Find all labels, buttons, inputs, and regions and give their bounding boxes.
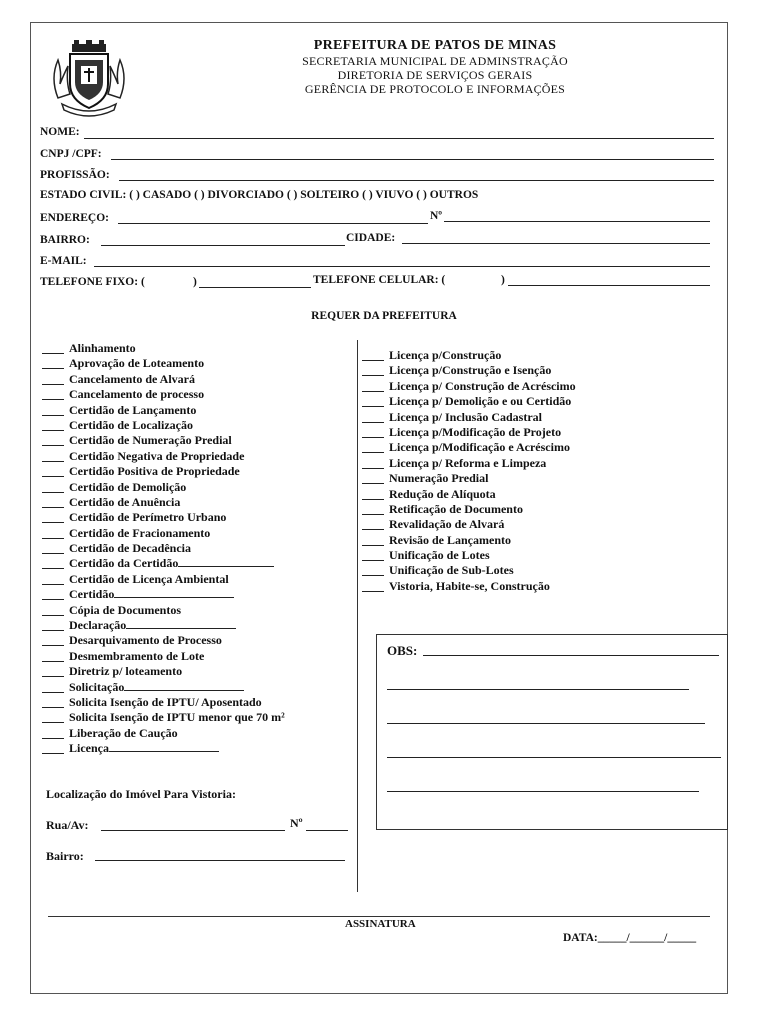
- right-request-item[interactable]: [362, 456, 576, 471]
- checkbox-blank[interactable]: [362, 468, 384, 469]
- checkbox-blank[interactable]: [42, 538, 64, 539]
- right-request-item[interactable]: [362, 394, 576, 409]
- checkbox-blank[interactable]: [362, 499, 384, 500]
- left-request-item[interactable]: [42, 541, 285, 556]
- telefone-celular-label: TELEFONE CELULAR: (: [313, 274, 446, 286]
- date-field[interactable]: DATA:_____/______/_____: [563, 932, 697, 944]
- left-request-item-label: Certidão de Numeração Predial: [69, 433, 232, 448]
- header-line-3: GERÊNCIA DE PROTOCOLO E INFORMAÇÕES: [304, 82, 566, 96]
- left-request-item[interactable]: [42, 372, 285, 387]
- left-request-item-label: Certidão de Lançamento: [69, 402, 197, 417]
- location-bairro-label: Bairro:: [46, 849, 84, 863]
- location-bairro-field[interactable]: [95, 860, 345, 861]
- right-request-item-label: Licença p/ Construção de Acréscimo: [389, 378, 576, 393]
- header: [260, 38, 610, 96]
- right-request-item-label: Licença p/Modificação de Projeto: [389, 424, 562, 439]
- checkbox-blank[interactable]: [42, 430, 64, 431]
- checkbox-blank[interactable]: [42, 692, 64, 693]
- fill-in-line[interactable]: [126, 618, 236, 629]
- right-request-item[interactable]: [362, 548, 576, 563]
- fill-in-line[interactable]: [178, 556, 274, 567]
- right-request-item-label: Unificação de Sub-Lotes: [389, 563, 514, 578]
- left-request-item[interactable]: [42, 387, 285, 402]
- left-request-item[interactable]: [42, 480, 285, 495]
- checkbox-blank[interactable]: [362, 437, 384, 438]
- section-title: REQUER DA PREFEITURA: [311, 310, 457, 322]
- left-request-item[interactable]: [42, 433, 285, 448]
- left-request-item[interactable]: [42, 418, 285, 433]
- right-request-item-label: Licença p/Modificação e Acréscimo: [389, 440, 570, 455]
- signature-line[interactable]: [48, 916, 710, 917]
- left-request-item-label: Liberação de Caução: [69, 725, 178, 740]
- obs-line-3[interactable]: [387, 723, 705, 724]
- right-request-item-label: Unificação de Lotes: [389, 548, 490, 563]
- left-request-item-label: Solicita Isenção de IPTU/ Aposentado: [69, 694, 262, 709]
- checkbox-blank[interactable]: [362, 560, 384, 561]
- header-line-2: DIRETORIA DE SERVIÇOS GERAIS: [337, 68, 533, 82]
- left-request-item-label: Certidão de Fracionamento: [69, 525, 211, 540]
- left-request-item-label: Certidão da Certidão: [69, 556, 179, 571]
- checkbox-blank[interactable]: [42, 707, 64, 708]
- checkbox-blank[interactable]: [42, 553, 64, 554]
- left-request-item[interactable]: [42, 741, 285, 756]
- numero-field[interactable]: [444, 221, 710, 222]
- checkbox-blank[interactable]: [42, 415, 64, 416]
- left-request-item[interactable]: [42, 449, 285, 464]
- fill-in-line[interactable]: [114, 587, 234, 598]
- left-request-item-label: Desmembramento de Lote: [69, 648, 205, 663]
- left-request-item[interactable]: [42, 695, 285, 710]
- bairro-label: BAIRRO:: [40, 234, 90, 246]
- checkbox-blank[interactable]: [42, 507, 64, 508]
- profissao-field[interactable]: [119, 180, 714, 181]
- left-request-item-label: Desarquivamento de Processo: [69, 633, 222, 648]
- location-rua-field[interactable]: [101, 830, 285, 831]
- checkbox-blank[interactable]: [42, 753, 64, 754]
- right-request-item-label: Licença p/ Inclusão Cadastral: [389, 409, 543, 424]
- endereco-field[interactable]: [118, 223, 428, 224]
- checkbox-blank[interactable]: [362, 483, 384, 484]
- cidade-field[interactable]: [402, 243, 710, 244]
- left-request-item[interactable]: [42, 726, 285, 741]
- checkbox-blank[interactable]: [42, 445, 64, 446]
- checkbox-blank[interactable]: [42, 599, 64, 600]
- right-request-item[interactable]: [362, 487, 576, 502]
- left-request-item[interactable]: [42, 587, 285, 602]
- location-numero-field[interactable]: [306, 830, 348, 831]
- bairro-field[interactable]: [101, 245, 345, 246]
- right-request-item-label: Revisão de Lançamento: [389, 532, 511, 547]
- fill-in-line[interactable]: [124, 680, 244, 691]
- right-request-item[interactable]: [362, 579, 576, 594]
- right-request-item[interactable]: [362, 471, 576, 486]
- checkbox-blank[interactable]: [362, 422, 384, 423]
- right-request-item[interactable]: [362, 517, 576, 532]
- checkbox-blank[interactable]: [42, 584, 64, 585]
- checkbox-blank[interactable]: [362, 452, 384, 453]
- left-request-item[interactable]: [42, 680, 285, 695]
- checkbox-blank[interactable]: [362, 575, 384, 576]
- checkbox-blank[interactable]: [42, 615, 64, 616]
- left-request-item[interactable]: [42, 633, 285, 648]
- obs-line-4[interactable]: [387, 757, 721, 758]
- checkbox-blank[interactable]: [42, 476, 64, 477]
- right-request-list: [362, 348, 576, 594]
- fill-in-line[interactable]: [109, 741, 219, 752]
- right-request-item[interactable]: [362, 410, 576, 425]
- left-request-item[interactable]: [42, 664, 285, 679]
- right-request-item[interactable]: [362, 502, 576, 517]
- left-request-item-label: Certidão: [69, 587, 115, 602]
- left-request-item-label: Certidão de Licença Ambiental: [69, 571, 229, 586]
- left-request-item[interactable]: [42, 341, 285, 356]
- signature-label: ASSINATURA: [345, 918, 416, 930]
- left-request-item-label: Cancelamento de Alvará: [69, 371, 195, 386]
- checkbox-blank[interactable]: [42, 645, 64, 646]
- nome-field[interactable]: [84, 138, 714, 139]
- checkbox-blank[interactable]: [362, 591, 384, 592]
- telefone-fixo-close: ): [193, 276, 197, 288]
- profissao-label: PROFISSÃO:: [40, 169, 110, 181]
- left-request-item[interactable]: [42, 556, 285, 571]
- numero-label: Nº: [430, 210, 443, 222]
- right-request-item-label: Licença p/Construção: [389, 348, 502, 362]
- left-request-item-label: Diretriz p/ loteamento: [69, 664, 183, 679]
- right-request-item[interactable]: [362, 440, 576, 455]
- checkbox-blank[interactable]: [42, 722, 64, 723]
- nome-label: NOME:: [40, 126, 80, 138]
- right-request-item-label: Retificação de Documento: [389, 501, 523, 516]
- left-request-item[interactable]: [42, 572, 285, 587]
- checkbox-blank[interactable]: [42, 676, 64, 677]
- left-request-item-label: Solicita Isenção de IPTU menor que 70 m²: [69, 710, 285, 725]
- left-request-item-label: Aprovação de Loteamento: [69, 356, 205, 371]
- column-divider: [357, 340, 358, 892]
- checkbox-blank[interactable]: [362, 529, 384, 530]
- left-request-item[interactable]: [42, 710, 285, 725]
- left-request-item[interactable]: [42, 603, 285, 618]
- left-request-item-label: Certidão de Perímetro Urbano: [69, 510, 227, 525]
- left-request-item[interactable]: [42, 464, 285, 479]
- left-request-item-label: Cópia de Documentos: [69, 602, 182, 617]
- cnpj-label: CNPJ /CPF:: [40, 148, 102, 160]
- obs-line-2[interactable]: [387, 689, 689, 690]
- checkbox-blank[interactable]: [362, 545, 384, 546]
- telefone-celular-field[interactable]: [508, 285, 710, 286]
- obs-line-1[interactable]: [423, 655, 719, 656]
- left-request-item-label: Certidão de Decadência: [69, 541, 191, 556]
- checkbox-blank[interactable]: [42, 568, 64, 569]
- checkbox-blank[interactable]: [42, 399, 64, 400]
- checkbox-blank[interactable]: [42, 368, 64, 369]
- left-request-item-label: Licença: [69, 741, 109, 756]
- left-request-item[interactable]: [42, 618, 285, 633]
- left-request-item-label: Certidão de Demolição: [69, 479, 187, 494]
- cnpj-field[interactable]: [111, 159, 714, 160]
- checkbox-blank[interactable]: [42, 661, 64, 662]
- left-request-item[interactable]: [42, 526, 285, 541]
- municipal-crest-icon: [48, 38, 130, 118]
- left-request-item-label: Certidão Negativa de Propriedade: [69, 448, 245, 463]
- right-request-item[interactable]: [362, 533, 576, 548]
- right-request-item[interactable]: [362, 379, 576, 394]
- right-request-item-label: Numeração Predial: [389, 471, 489, 486]
- left-request-item-label: Certidão de Localização: [69, 417, 193, 432]
- cidade-label: CIDADE:: [346, 232, 396, 244]
- left-request-item-label: Declaração: [69, 618, 127, 633]
- location-rua-label: Rua/Av:: [46, 818, 89, 832]
- left-request-item-label: Cancelamento de processo: [69, 387, 205, 402]
- obs-label: OBS:: [387, 643, 418, 658]
- right-request-item[interactable]: [362, 425, 576, 440]
- left-request-item-label: Alinhamento: [69, 341, 136, 355]
- left-request-item-label: Solicitação: [69, 679, 125, 694]
- left-request-list: [42, 341, 285, 757]
- right-request-item-label: Redução de Alíquota: [389, 486, 496, 501]
- right-request-item-label: Vistoria, Habite-se, Construção: [389, 578, 550, 593]
- checkbox-blank[interactable]: [42, 461, 64, 462]
- right-request-item-label: Licença p/ Demolição e ou Certidão: [389, 394, 572, 409]
- checkbox-blank[interactable]: [42, 738, 64, 739]
- checkbox-blank[interactable]: [362, 391, 384, 392]
- location-title: Localização do Imóvel Para Vistoria:: [46, 787, 236, 801]
- left-request-item[interactable]: [42, 356, 285, 371]
- left-request-item[interactable]: [42, 649, 285, 664]
- estado-civil-options[interactable]: ESTADO CIVIL: ( ) CASADO ( ) DIVORCIADO ( ) SOLTEIRO ( ) VIUVO ( ) OUTROS: [40, 189, 479, 201]
- checkbox-blank[interactable]: [362, 360, 384, 361]
- checkbox-blank[interactable]: [362, 375, 384, 376]
- checkbox-blank[interactable]: [42, 384, 64, 385]
- endereco-label: ENDEREÇO:: [40, 212, 110, 224]
- checkbox-blank[interactable]: [42, 522, 64, 523]
- obs-line-5[interactable]: [387, 791, 699, 792]
- checkbox-blank[interactable]: [362, 514, 384, 515]
- left-request-item-label: Certidão de Anuência: [69, 494, 181, 509]
- right-request-item-label: Licença p/Construção e Isenção: [389, 363, 552, 378]
- checkbox-blank[interactable]: [42, 353, 64, 354]
- checkbox-blank[interactable]: [42, 630, 64, 631]
- telefone-celular-close: ): [501, 274, 505, 286]
- email-label: E-MAIL:: [40, 255, 87, 267]
- right-request-item[interactable]: [362, 363, 576, 378]
- right-request-item-label: Revalidação de Alvará: [389, 517, 505, 532]
- left-request-item-label: Certidão Positiva de Propriedade: [69, 464, 240, 479]
- left-request-item[interactable]: [42, 510, 285, 525]
- location-numero-label: Nº: [290, 816, 303, 830]
- checkbox-blank[interactable]: [362, 406, 384, 407]
- right-request-item-label: Licença p/ Reforma e Limpeza: [389, 455, 547, 470]
- obs-box[interactable]: [376, 634, 728, 830]
- checkbox-blank[interactable]: [42, 492, 64, 493]
- email-field[interactable]: [94, 266, 710, 267]
- header-line-1: SECRETARIA MUNICIPAL DE ADMINSTRAÇÃO: [302, 54, 568, 68]
- telefone-fixo-field[interactable]: [199, 287, 311, 288]
- left-request-item[interactable]: [42, 495, 285, 510]
- telefone-fixo-label: TELEFONE FIXO: (: [40, 276, 145, 288]
- right-request-item[interactable]: [362, 563, 576, 578]
- left-request-item[interactable]: [42, 403, 285, 418]
- header-title: PREFEITURA DE PATOS DE MINAS: [313, 38, 557, 53]
- right-request-item[interactable]: [362, 348, 576, 363]
